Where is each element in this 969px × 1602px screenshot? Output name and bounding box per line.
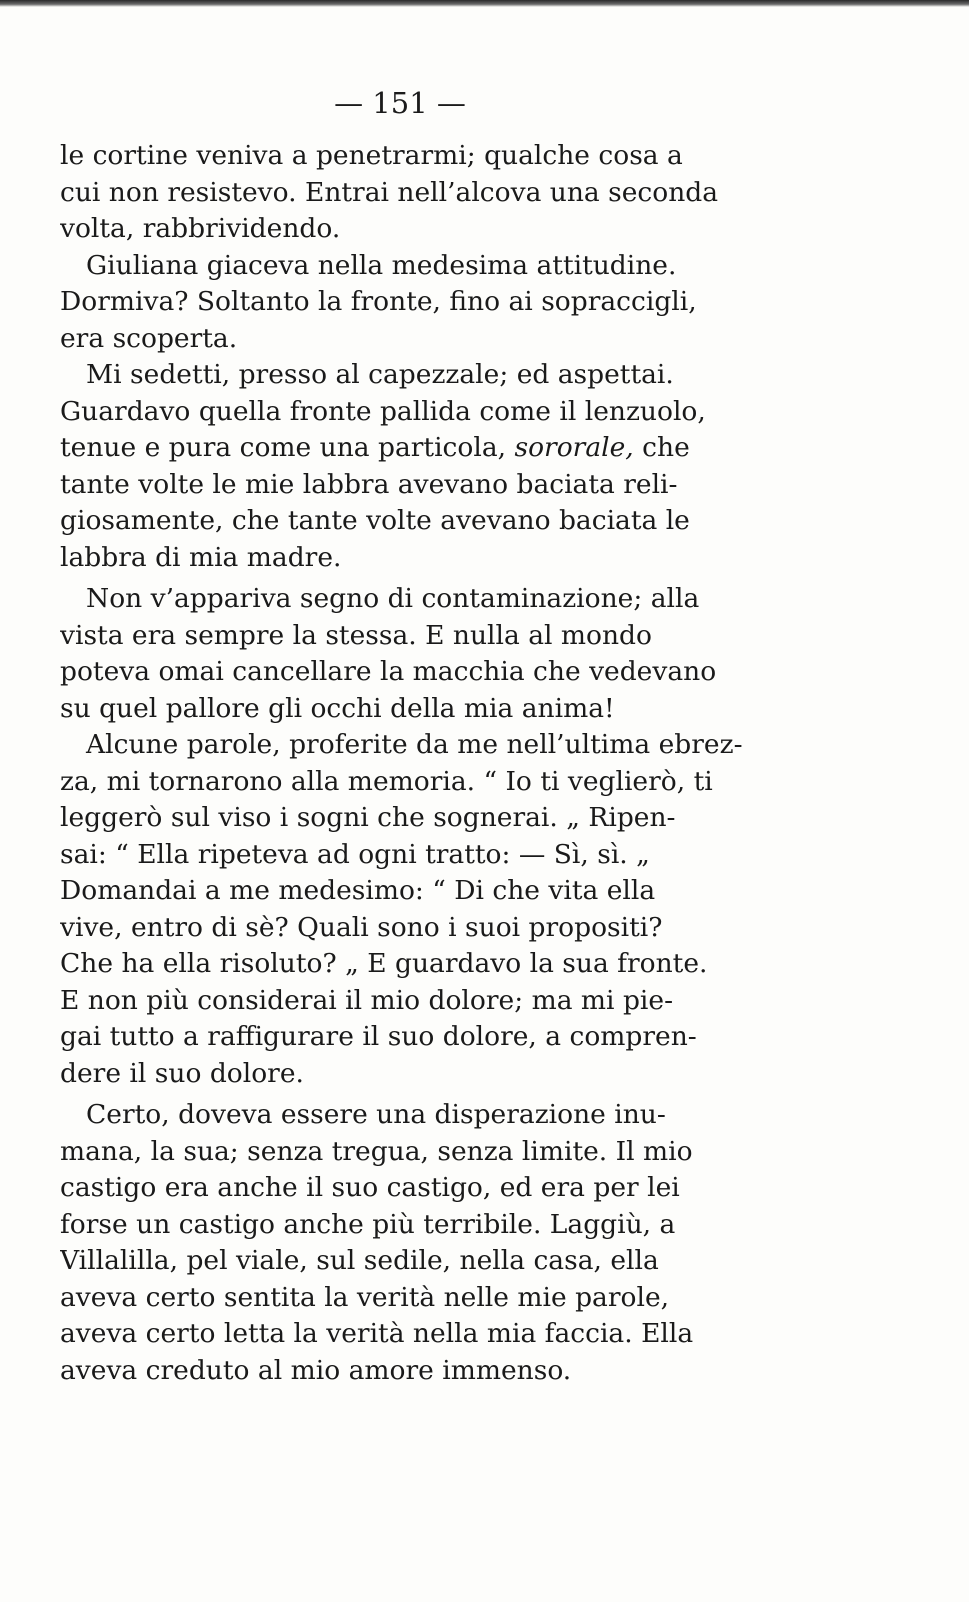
text-line: Dormiva? Soltanto la fronte, fino ai sopraccigli,: [60, 286, 697, 317]
text-line: vista era sempre la stessa. E nulla al mondo: [60, 619, 652, 651]
paragraph-3: [60, 357, 772, 576]
text-line: gai tutto a raffigurare il suo dolore, a compren-: [60, 1021, 697, 1052]
text-line: tante volte le mie labbra avevano baciata reli-: [60, 468, 678, 500]
text-line: aveva creduto al mio amore immenso.: [60, 1354, 572, 1386]
text-line: Villalilla, pel viale, sul sedile, nella casa, ella: [60, 1245, 659, 1276]
text-line: su quel pallore gli occhi della mia anima!: [60, 692, 615, 724]
italic-word: sororale,: [514, 432, 634, 463]
paragraph-4: [60, 581, 772, 727]
paragraph-6: [60, 1097, 772, 1389]
text-line: labbra di mia madre.: [60, 541, 342, 573]
text-line: sai: “ Ella ripeteva ad ogni tratto: — Sì, sì. „: [60, 838, 650, 870]
paragraph-1: [60, 138, 772, 248]
text-line: aveva certo letta la verità nella mia faccia. Ella: [60, 1318, 694, 1349]
body-text: [60, 138, 772, 1389]
text-line: le cortine veniva a penetrarmi; qualche cosa a: [60, 140, 683, 171]
text-fragment: che: [642, 432, 690, 463]
text-fragment: tenue e pura come una particola,: [60, 432, 507, 463]
text-line: dere il suo dolore.: [60, 1057, 304, 1089]
text-line: Non v’appariva segno di contaminazione; alla: [86, 583, 700, 614]
text-line: vive, entro di sè? Quali sono i suoi propositi?: [60, 911, 663, 943]
paragraph-5: [60, 727, 772, 1092]
page-number: — 151 —: [334, 86, 466, 120]
text-line: E non più considerai il mio dolore; ma mi pie-: [60, 984, 674, 1016]
text-line: forse un castigo anche più terribile. Laggiù, a: [60, 1208, 676, 1240]
text-line: Mi sedetti, presso al capezzale; ed aspettai.: [86, 359, 674, 390]
text-line: giosamente, che tante volte avevano baciata le: [60, 505, 690, 536]
text-line: za, mi tornarono alla memoria. “ Io ti veglierò, ti: [60, 765, 713, 797]
paragraph-2: [60, 248, 772, 358]
text-line: poteva omai cancellare la macchia che vedevano: [60, 656, 717, 687]
text-line-with-italic: [60, 430, 772, 467]
text-line: Che ha ella risoluto? „ E guardavo la sua fronte.: [60, 948, 708, 979]
text-line: era scoperta.: [60, 322, 238, 354]
text-line: Certo, doveva essere una disperazione inu-: [86, 1099, 666, 1130]
text-line: Giuliana giaceva nella medesima attitudine.: [86, 249, 677, 281]
text-line: Guardavo quella fronte pallida come il lenzuolo,: [60, 395, 706, 427]
text-line: castigo era anche il suo castigo, ed era per lei: [60, 1172, 680, 1203]
text-line: mana, la sua; senza tregua, senza limite. Il mio: [60, 1135, 693, 1167]
text-line: cui non resistevo. Entrai nell’alcova una seconda: [60, 176, 719, 208]
scan-top-edge: [0, 0, 969, 7]
text-line: aveva certo sentita la verità nelle mie parole,: [60, 1281, 670, 1313]
text-line: Domandai a me medesimo: “ Di che vita ella: [60, 875, 656, 906]
text-line: Alcune parole, proferite da me nell’ultima ebrez-: [86, 729, 743, 760]
text-line: leggerò sul viso i sogni che sognerai. „ Ripen-: [60, 802, 676, 833]
text-line: volta, rabbrividendo.: [60, 213, 341, 244]
